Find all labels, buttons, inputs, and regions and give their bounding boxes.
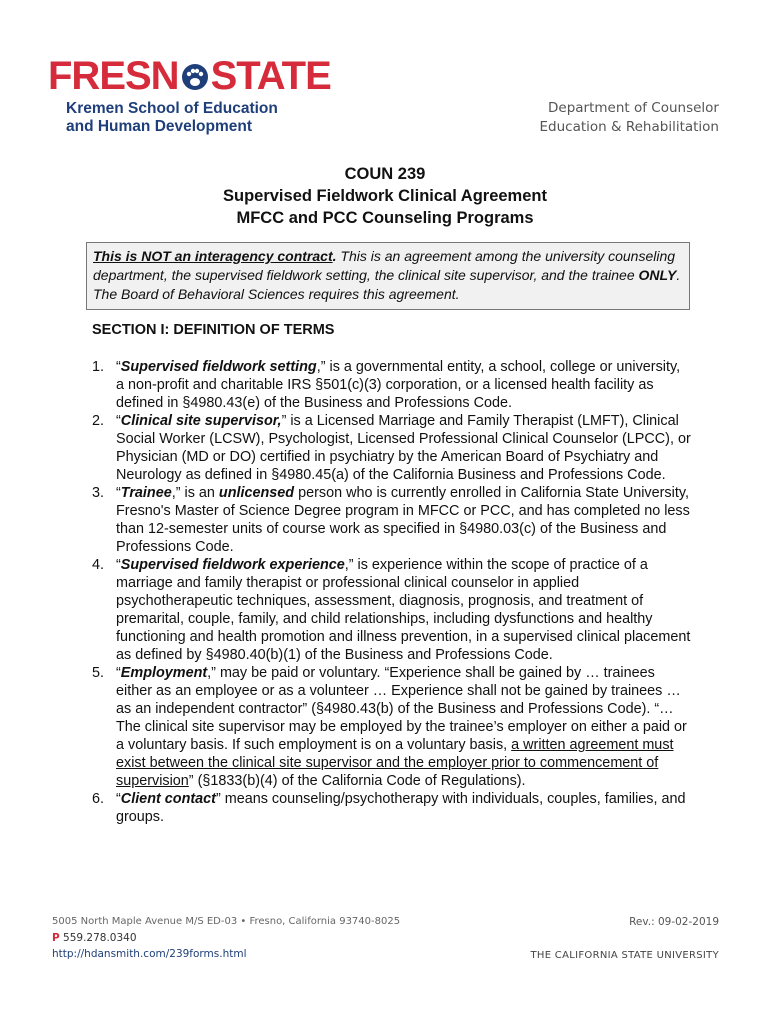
item-number: 4. — [92, 557, 105, 573]
notice-text-end: . The Board of Behavioral Sciences requires this agreement. — [93, 267, 681, 302]
open-quote: “ — [116, 557, 121, 573]
fresno-state-logo — [48, 56, 331, 136]
term-definition: ,” is a governmental entity, a school, college or university, a non-profit and charitable IRS §501(c)(3) corporation, or a licensed health facility as defined in §4980.43(e) of the Business and Professions Code. — [116, 359, 681, 411]
list-item — [92, 664, 692, 790]
notice-period: . — [332, 248, 337, 264]
item-number: 6. — [92, 791, 105, 807]
term-definition: ,” is experience within the scope of practice of a marriage and family therapist or professional clinical counselor in applied psychotherapeutic techniques, assessment, diagnosis, prognosis, and treatment of premarital, couple, family, and child relationships, including dysfunctions and healthy functioning and health promotion and illness prevention, in a supervised clinical placement as defined by §4980.40(b)(1) of the Business and Professions Code. — [116, 557, 691, 663]
open-quote: “ — [116, 359, 121, 375]
phone-label: P — [52, 932, 60, 944]
notice-text: This is an agreement among the university counseling department, the supervised fieldwork setting, the clinical site supervisor, and the trainee — [93, 248, 676, 283]
term-name: Client contact — [120, 791, 216, 807]
term-definition-start: ,” is an — [171, 485, 219, 501]
item-number: 1. — [92, 359, 105, 375]
term-definition: ,” may be paid or voluntary. “Experience shall be gained by … trainees either as an employee or as a volunteer … Experience shall not be gained by trainees … as an independent contractor” (§4980.43(b) of the Business and Professions Code). “… The clinical site supervisor may be employed by the trainee’s employer on either a paid or a voluntary basis. If such employment is on a voluntary basis, — [116, 665, 687, 753]
school-name-line1: Kremen School of Education — [66, 100, 278, 117]
term-name: Clinical site supervisor, — [120, 413, 282, 429]
university-name: THE CALIFORNIA STATE UNIVERSITY — [530, 950, 719, 961]
document-title — [0, 163, 770, 229]
notice-only: ONLY — [638, 267, 677, 283]
school-name — [48, 100, 331, 136]
footer-phone — [52, 932, 137, 944]
term-name: Supervised fieldwork experience — [120, 557, 345, 573]
list-item — [92, 412, 692, 484]
term-definition: person who is currently enrolled in California State University, Fresno's Master of Science Degree program in MFCC or PCC, and has completed no less than 12-semester units of course work as specified in §4980.03(c) of the Business and Professions Code. — [116, 485, 690, 555]
list-item — [92, 484, 692, 556]
bulldog-paw-icon — [180, 60, 210, 92]
item-number: 5. — [92, 665, 105, 681]
school-name-line2: and Human Development — [66, 118, 253, 135]
term-definition: ” means counseling/psychotherapy with individuals, couples, families, and groups. — [116, 791, 686, 825]
term-name: Employment — [120, 665, 208, 681]
phone-number: 559.278.0340 — [59, 932, 137, 944]
term-definition: ” is a Licensed Marriage and Family Therapist (LMFT), Clinical Social Worker (LCSW), Psychologist, Licensed Professional Clinical Counselor (LPCC), or Physician (MD or DO) certified in psychiatry by the American Board of Psychiatry and Neurology as defined in §4980.45(a) of the California Business and Professions Code. — [116, 413, 691, 483]
program-title: MFCC and PCC Counseling Programs — [236, 209, 534, 227]
item-number: 3. — [92, 485, 105, 501]
department-line1: Department of Counselor — [548, 100, 719, 116]
logo-word-left: FRESN — [48, 54, 179, 98]
term-name: Trainee — [120, 485, 172, 501]
open-quote: “ — [116, 413, 121, 429]
course-code: COUN 239 — [344, 165, 426, 183]
section-heading: SECTION I: DEFINITION OF TERMS — [92, 322, 335, 338]
department-name — [540, 99, 719, 137]
footer-url-link[interactable]: http://hdansmith.com/239forms.html — [52, 948, 247, 960]
footer-address: 5005 North Maple Avenue M/S ED-03 • Fresno, California 93740-8025 — [52, 916, 401, 927]
logo-word-right: STATE — [210, 54, 331, 98]
item-number: 2. — [92, 413, 105, 429]
term-name: Supervised fieldwork setting — [120, 359, 317, 375]
open-quote: “ — [116, 791, 121, 807]
terms-list — [92, 358, 692, 826]
list-item — [92, 556, 692, 664]
term-definition-end: ” (§1833(b)(4) of the California Code of Regulations). — [188, 773, 526, 789]
notice-box — [86, 242, 690, 310]
list-item — [92, 790, 692, 826]
list-item — [92, 358, 692, 412]
agreement-title: Supervised Fieldwork Clinical Agreement — [223, 187, 547, 205]
open-quote: “ — [116, 485, 121, 501]
revision-date: Rev.: 09-02-2019 — [629, 916, 719, 928]
notice-lead: This is NOT an interagency contract — [93, 248, 333, 264]
term-emphasis: unlicensed — [218, 485, 295, 501]
logo-wordmark — [48, 56, 331, 96]
department-line2: Education & Rehabilitation — [539, 119, 719, 135]
open-quote: “ — [116, 665, 121, 681]
underlined-requirement: a written agreement must exist between the clinical site supervisor and the employer prior to commencement of supervision — [116, 737, 674, 789]
